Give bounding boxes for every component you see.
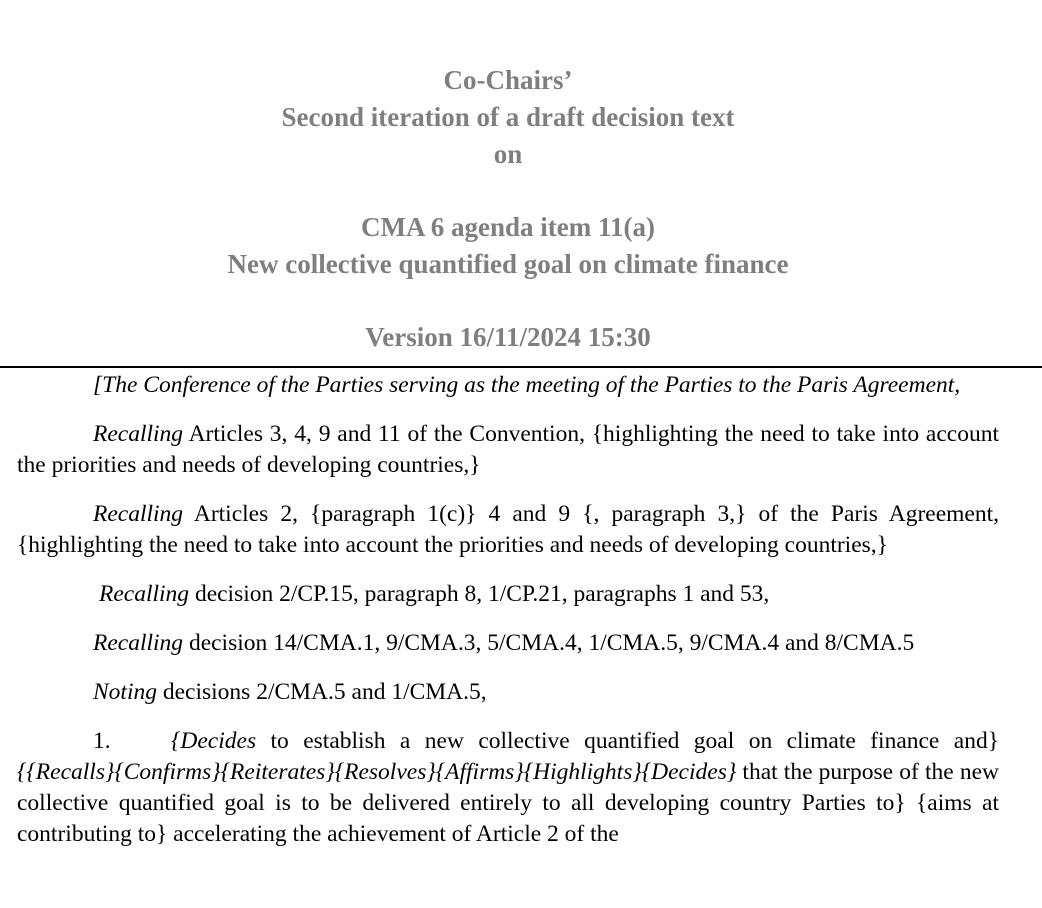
- decision-body: [17, 370, 999, 868]
- operative-paragraph-1: [17, 726, 999, 850]
- preamble-opening-text: [The Conference of the Parties serving as the meeting of the Parties to the Paris Agreement,: [93, 372, 961, 398]
- preamble-text: decision 14/CMA.1, 9/CMA.3, 5/CMA.4, 1/CMA.5, 9/CMA.4 and 8/CMA.5: [183, 630, 915, 656]
- preamble-verb: Noting: [93, 679, 157, 705]
- preamble-text: decisions 2/CMA.5 and 1/CMA.5,: [156, 679, 487, 705]
- preamble-paragraph: [17, 499, 999, 561]
- header-subject: New collective quantified goal on climate finance: [227, 249, 789, 279]
- operative-text: to establish a new collective quantified goal on climate finance and}: [256, 728, 999, 754]
- preamble-verb: Recalling: [93, 501, 184, 527]
- preamble-paragraph: [17, 419, 999, 481]
- preamble-text: Articles 2, {paragraph 1(c)} 4 and 9 {, paragraph 3,} of the Paris Agreement, {highlighting the need to take into account the priorities and needs of developing countries,}: [17, 501, 999, 558]
- preamble-opening: [17, 370, 999, 401]
- preamble-paragraph: [17, 677, 999, 708]
- paragraph-number: 1.: [93, 728, 111, 754]
- header-spacer: [0, 173, 1016, 209]
- operative-text: that the purpose of the new collective quantified goal is to be delivered entirely to all developing country Parties to} {aims at contributing to} accelerating the achievement of Article 2 of the: [17, 759, 999, 847]
- header-title: Second iteration of a draft decision text: [281, 102, 735, 132]
- preamble-verb: Recalling: [93, 630, 184, 656]
- header-agenda-item: CMA 6 agenda item 11(a): [361, 212, 655, 242]
- header-author: Co-Chairs’: [443, 65, 573, 95]
- horizontal-rule: [0, 366, 1042, 368]
- preamble-verb: Recalling: [93, 421, 184, 447]
- operative-verb-options: {{Recalls}{Confirms}{Reiterates}{Resolves}{Affirms}{Highlights}{Decides}: [17, 759, 737, 785]
- header-version: Version 16/11/2024 15:30: [365, 322, 651, 352]
- operative-verb: {Decides: [171, 728, 257, 754]
- preamble-paragraph: [17, 628, 999, 659]
- preamble-paragraph: [17, 579, 999, 610]
- header-spacer: [0, 283, 1016, 319]
- preamble-verb: Recalling: [99, 581, 190, 607]
- preamble-text: Articles 3, 4, 9 and 11 of the Convention, {highlighting the need to take into account the priorities and needs of developing countries,}: [17, 421, 999, 478]
- document-header: [0, 62, 1016, 356]
- preamble-text: decision 2/CP.15, paragraph 8, 1/CP.21, paragraphs 1 and 53,: [189, 581, 770, 607]
- header-on: on: [493, 139, 523, 169]
